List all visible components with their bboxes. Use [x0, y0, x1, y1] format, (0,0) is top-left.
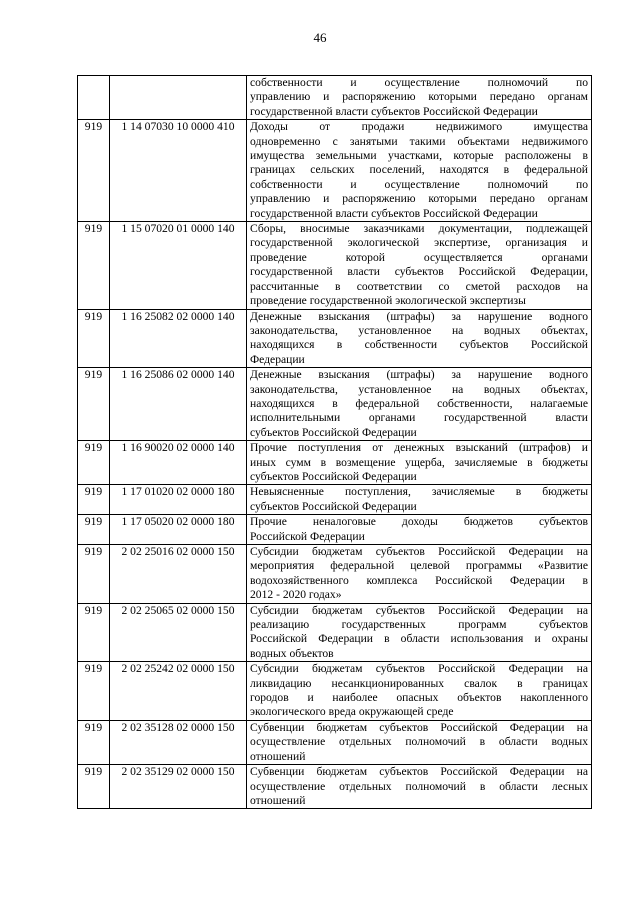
revenue-description-cell [247, 485, 592, 515]
description-line: государственной власти субъектов Российской Федерации, [250, 265, 588, 279]
revenue-description-cell [247, 222, 592, 309]
description-line: собственности и осуществление полномочий по [250, 76, 588, 89]
description-line: экологического вреда окружающей среде [250, 705, 454, 719]
description-line: собственности и осуществление полномочий по [250, 177, 588, 191]
revenue-description-cell [247, 309, 592, 368]
description-line: субъектов Российской Федерации [250, 425, 417, 439]
description-line: реализацию государственных программ субъектов [250, 618, 588, 632]
table-row [78, 441, 592, 485]
description-line: Российской Федерации [250, 529, 365, 543]
admin-code-cell: 919 [78, 662, 110, 721]
budget-classification-code-cell: 2 02 35129 02 0000 150 [110, 765, 247, 809]
table-row [78, 720, 592, 764]
admin-code-cell: 919 [78, 441, 110, 485]
description-line: Субсидии бюджетам субъектов Российской Федерации на [250, 545, 588, 558]
table-row [78, 222, 592, 309]
table-row [78, 120, 592, 222]
table-row [78, 545, 592, 604]
revenue-description-cell [247, 76, 592, 120]
description-line: управлению и распоряжению которыми передано органам [250, 192, 588, 206]
description-line: имущества земельными участками, которые расположены в [250, 149, 588, 163]
budget-classification-code-cell: 1 16 25082 02 0000 140 [110, 309, 247, 368]
description-line: 2012 - 2020 годах» [250, 588, 342, 602]
description-line: находящихся в федеральной собственности, налагаемые [250, 396, 588, 410]
description-line: находящихся в собственности субъектов Российской [250, 338, 588, 352]
budget-classification-code-cell: 1 15 07020 01 0000 140 [110, 222, 247, 309]
description-line: рассчитанные в соответствии со сметой расходов на [250, 279, 588, 293]
budget-classification-code-cell: 2 02 35128 02 0000 150 [110, 720, 247, 764]
description-line: Прочие неналоговые доходы бюджетов субъектов [250, 515, 588, 529]
admin-code-cell: 919 [78, 545, 110, 604]
revenue-description-cell [247, 545, 592, 604]
description-line: границах сельских поселений, находятся в федеральной [250, 163, 588, 177]
description-line: субъектов Российской Федерации [250, 499, 417, 513]
budget-classification-code-cell: 1 17 01020 02 0000 180 [110, 485, 247, 515]
description-line: Невыясненные поступления, зачисляемые в бюджеты [250, 485, 588, 499]
description-line: мероприятия федеральной целевой программы «Развитие [250, 559, 588, 573]
page-number: 46 [313, 30, 327, 45]
admin-code-cell [78, 76, 110, 120]
description-line: законодательства, установленное на водных объектах, [250, 382, 588, 396]
description-line: Субсидии бюджетам субъектов Российской Федерации на [250, 603, 588, 617]
description-line: законодательства, установленное на водных объектах, [250, 323, 588, 337]
description-line: Денежные взыскания (штрафы) за нарушение водного [250, 309, 588, 323]
table-row [78, 368, 592, 441]
description-line: Сборы, вносимые заказчиками документации, подлежащей [250, 222, 588, 236]
admin-code-cell: 919 [78, 222, 110, 309]
revenue-description-cell [247, 662, 592, 721]
description-line: городов и наиболее опасных объектов накопленного [250, 691, 588, 705]
description-line: осуществление отдельных полномочий в области водных [250, 735, 588, 749]
admin-code-cell: 919 [78, 765, 110, 809]
description-line: осуществление отдельных полномочий в области лесных [250, 779, 588, 793]
admin-code-cell: 919 [78, 603, 110, 662]
description-line: Федерации [250, 352, 305, 366]
description-line: ликвидацию несанкционированных свалок в границах [250, 676, 588, 690]
description-line: субъектов Российской Федерации [250, 469, 417, 483]
budget-classification-code-cell [110, 76, 247, 120]
table-row [78, 76, 592, 120]
budget-classification-code-cell: 2 02 25016 02 0000 150 [110, 545, 247, 604]
table-row [78, 765, 592, 809]
description-line: иных сумм в возмещение ущерба, зачисляемые в бюджеты [250, 455, 588, 469]
budget-classification-code-cell: 1 14 07030 10 0000 410 [110, 120, 247, 222]
budget-classification-code-cell: 2 02 25242 02 0000 150 [110, 662, 247, 721]
revenue-description-cell [247, 120, 592, 222]
admin-code-cell: 919 [78, 515, 110, 545]
revenue-description-cell [247, 603, 592, 662]
admin-code-cell: 919 [78, 368, 110, 441]
budget-classification-code-cell: 2 02 25065 02 0000 150 [110, 603, 247, 662]
revenue-description-cell [247, 515, 592, 545]
table-row [78, 309, 592, 368]
description-line: отношений [250, 793, 306, 807]
description-line: государственной экологической экспертизе, организация и [250, 236, 588, 250]
description-line: водохозяйственного комплекса Российской Федерации в [250, 573, 588, 587]
description-line: Субвенции бюджетам субъектов Российской Федерации на [250, 720, 588, 734]
revenue-description-cell [247, 765, 592, 809]
description-line: одновременно с занятыми такими объектами недвижимого [250, 134, 588, 148]
admin-code-cell: 919 [78, 309, 110, 368]
admin-code-cell: 919 [78, 120, 110, 222]
table-row [78, 515, 592, 545]
admin-code-cell: 919 [78, 485, 110, 515]
description-line: водных объектов [250, 646, 334, 660]
description-line: Доходы от продажи недвижимого имущества [250, 120, 588, 134]
budget-classification-code-cell: 1 16 25086 02 0000 140 [110, 368, 247, 441]
description-line: государственной власти субъектов Российской Федерации [250, 206, 538, 220]
revenue-description-cell [247, 368, 592, 441]
table-row [78, 662, 592, 721]
budget-classification-code-cell: 1 16 90020 02 0000 140 [110, 441, 247, 485]
table-body [78, 76, 592, 809]
revenue-description-cell [247, 720, 592, 764]
description-line: Денежные взыскания (штрафы) за нарушение водного [250, 368, 588, 382]
description-line: проведение которой осуществляется органами [250, 250, 588, 264]
description-line: Субвенции бюджетам субъектов Российской Федерации на [250, 765, 588, 779]
description-line: управлению и распоряжению которыми передано органам [250, 90, 588, 104]
table-row [78, 603, 592, 662]
table-row [78, 485, 592, 515]
admin-code-cell: 919 [78, 720, 110, 764]
description-line: Прочие поступления от денежных взысканий (штрафов) и [250, 441, 588, 455]
description-line: Российской Федерации в области использования и охраны [250, 632, 588, 646]
description-line: исполнительными органами государственной власти [250, 411, 588, 425]
description-line: проведение государственной экологической экспертизы [250, 294, 526, 308]
revenue-description-cell [247, 441, 592, 485]
budget-classification-code-cell: 1 17 05020 02 0000 180 [110, 515, 247, 545]
description-line: Субсидии бюджетам субъектов Российской Федерации на [250, 662, 588, 676]
description-line: отношений [250, 749, 306, 763]
budget-revenue-table [77, 75, 592, 809]
description-line: государственной власти субъектов Российской Федерации [250, 104, 538, 118]
